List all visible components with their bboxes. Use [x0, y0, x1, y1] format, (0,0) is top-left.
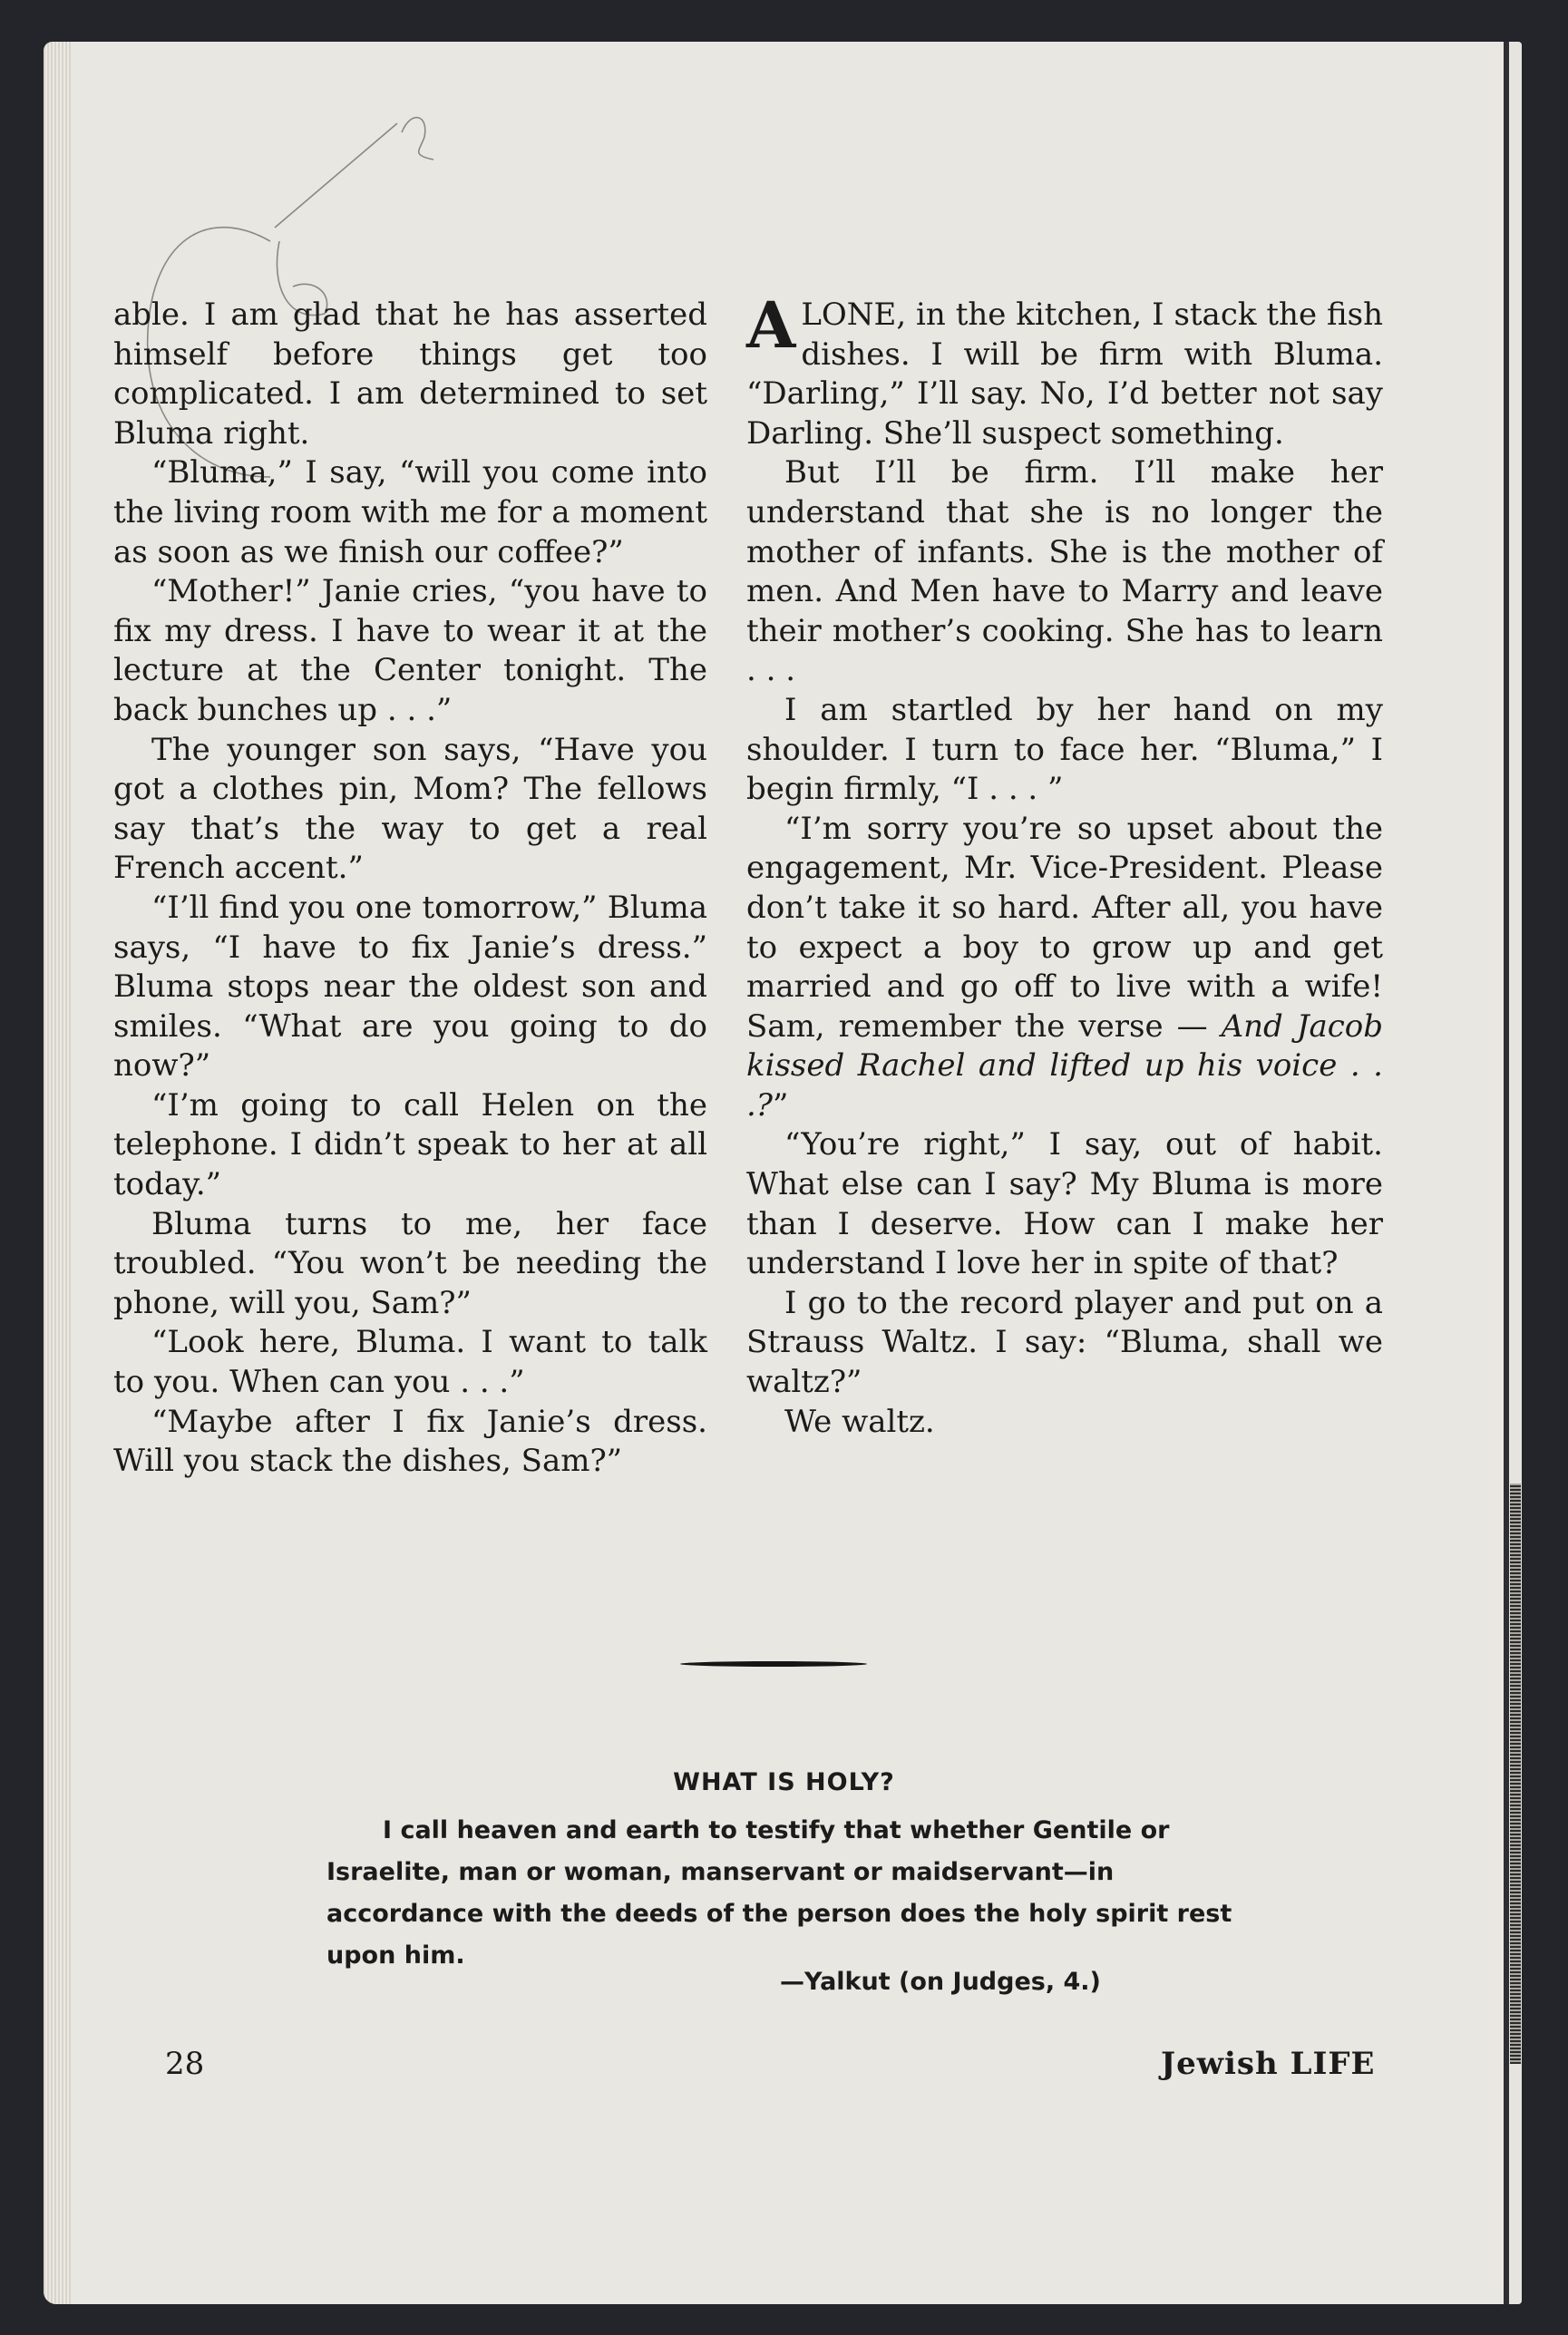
paragraph: But I’ll be firm. I’ll make her understand that she is no longer the mother of infants. She is the mother of men. And Men have to Marry and leave their mother’s cooking. She has to learn . . . [746, 454, 1383, 689]
paragraph: “Look here, Bluma. I want to talk to you. When can you . . .” [113, 1324, 707, 1401]
sidebar-source: —Yalkut (on Judges, 4.) [780, 1968, 1101, 1996]
paragraph: I go to the record player and put on a Strauss Waltz. I say: “Bluma, shall we waltz?” [746, 1284, 1383, 1401]
paragraph: “I’ll find you one tomorrow,” Bluma says, “I have to fix Janie’s dress.” Bluma stops near the oldest son and smiles. “What are you going to do now?” [113, 889, 707, 1085]
section-opening-paragraph: ALONE, in the kitchen, I stack the fish dishes. I will be firm with Bluma. “Darling,” I’ll say. No, I’d better not say Darling. She’ll suspect something. [746, 287, 1383, 452]
paragraph: “You’re right,” I say, out of habit. What else can I say? My Bluma is more than I deserve. How can I make her understand I love her in spite of that? [746, 1126, 1383, 1282]
closing-line: We waltz. [784, 1403, 935, 1440]
left-text-column [113, 296, 707, 1482]
publication-title: Jewish LIFE [1161, 2046, 1376, 2082]
verse-quote: And Jacob kissed Rachel and lifted up his voice . . .? [746, 1007, 1383, 1124]
paragraph: able. I am glad that he has asserted himself before things get too complicated. I am determined to set Bluma right. [113, 297, 707, 452]
page-edge-stack [44, 42, 71, 2304]
right-text-column [746, 287, 1383, 1442]
paragraph: I am startled by her hand on my shoulder. I turn to face her. “Bluma,” I begin firmly, “I . . . ” [746, 691, 1383, 808]
paragraph: “Bluma,” I say, “will you come into the living room with me for a moment as soon as we finish our coffee?” [113, 454, 707, 570]
sidebar-quote: I call heaven and earth to testify that whether Gentile or Israelite, man or woman, manservant or maidservant—in accordance with the deeds of the person does the holy spirit rest upon him. [326, 1816, 1232, 1970]
paragraph: “Maybe after I fix Janie’s dress. Will you stack the dishes, Sam?” [113, 1403, 707, 1480]
section-divider-rule [680, 1661, 867, 1667]
page-number: 28 [165, 2046, 205, 2082]
drop-cap: A [746, 287, 796, 363]
paragraph: Bluma turns to me, her face troubled. “You won’t be needing the phone, will you, Sam?” [113, 1205, 707, 1321]
paragraph: “I’m going to call Helen on the telephone. I didn’t speak to her at all today.” [113, 1086, 707, 1203]
paragraph: “Mother!” Janie cries, “you have to fix my dress. I have to wear it at the lecture at the Center tonight. The back bunches up . . .” [113, 573, 707, 728]
paragraph: The younger son says, “Have you got a clothes pin, Mom? The fellows say that’s the way to get a real French accent.” [113, 731, 707, 887]
verse-paragraph: “I’m sorry you’re so upset about the engagement, Mr. Vice-President. Please don’t take it so hard. After all, you have to expect a boy to grow up and get married and go off to live with a wife! Sam, remember the verse — And Jacob kissed Rachel and lifted up his voice . . .?” [746, 810, 1383, 1124]
sidebar-title: WHAT IS HOLY? [673, 1768, 895, 1796]
